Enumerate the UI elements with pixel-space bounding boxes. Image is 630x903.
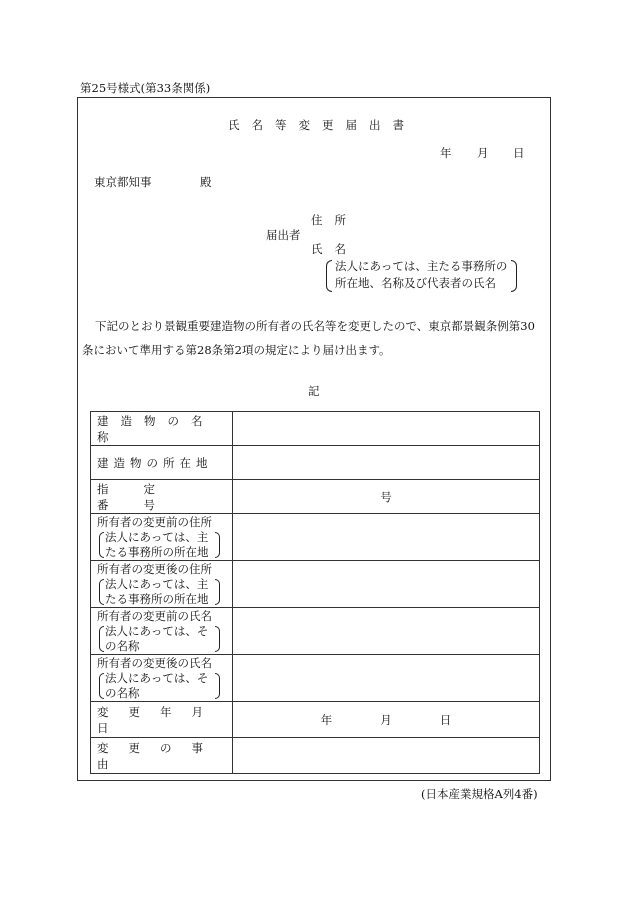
corp-name-note [99,671,220,701]
change-date-month: 月 [380,712,392,727]
applicant-note-line1: 法人にあっては、主たる事務所の [335,259,508,273]
body-text [82,314,544,362]
name-label: 氏名 [311,242,358,256]
corp-addr-note-1: 法人にあっては、主 [105,530,209,544]
bracket-left [326,260,332,292]
change-date-label: 変更年月日 [97,704,223,735]
owner-addr-after-field[interactable] [233,561,540,608]
table-row [91,738,540,774]
owner-name-after-label: 所有者の変更後の氏名 [97,656,212,670]
date-year: 年 [440,146,452,160]
body-line-1: 下記のとおり景観重要建造物の所有者の氏名等を変更したので、東京都景観条例第30 [95,319,535,333]
owner-name-before-label: 所有者の変更前の氏名 [97,609,212,623]
honorific: 殿 [200,175,212,189]
corp-name-note-2: の名称 [105,639,140,653]
change-reason-label: 変更の事由 [97,740,223,771]
owner-name-before-field[interactable] [233,608,540,655]
corp-name-note-2: の名称 [105,686,140,700]
owner-name-after-field[interactable] [233,655,540,702]
change-reason-field[interactable] [233,738,540,774]
corp-addr-note [99,530,220,560]
change-date-year: 年 [320,712,333,727]
table-row [91,561,540,608]
change-date-day: 日 [439,712,452,727]
corp-name-note-1: 法人にあっては、そ [105,624,209,638]
table-row [91,655,540,702]
number-suffix: 号 [380,489,392,504]
table-row [91,412,540,446]
table-row [91,608,540,655]
body-line-2: 条において準用する第28条第2項の規定により届け出ます。 [82,343,391,357]
corp-addr-note-2: たる事務所の所在地 [105,592,209,606]
applicant-note-line2: 所在地、名称及び代表者の氏名 [335,276,496,290]
building-name-label: 建造物の名称 [97,413,215,444]
building-location-label: 建造物の所在地 [97,455,213,470]
owner-addr-before-label: 所有者の変更前の住所 [97,515,212,529]
table-row [91,480,540,514]
paper-size-note: (日本産業規格A列4番) [421,787,538,801]
table-row [91,514,540,561]
designation-number-field[interactable] [233,480,540,514]
date-month: 月 [477,146,489,160]
applicant-label: 届出者 [266,228,301,242]
date-day: 日 [513,146,525,160]
address-label: 住所 [311,213,358,227]
form-number: 第25号様式(第33条関係) [80,81,211,95]
addressee: 東京都知事 [94,175,152,189]
designation-number-label: 指定番号 [97,481,190,512]
form-title: 氏名等変更届出書 [228,118,416,132]
building-location-field[interactable] [233,446,540,480]
details-table [90,411,540,774]
building-name-field[interactable] [233,412,540,446]
change-date-field[interactable] [233,702,540,738]
corp-addr-note-2: たる事務所の所在地 [105,545,209,559]
corp-name-note-1: 法人にあっては、そ [105,671,209,685]
owner-addr-before-field[interactable] [233,514,540,561]
corp-name-note [99,624,220,654]
corp-addr-note [99,577,220,607]
bracket-right [511,260,517,292]
table-row [91,702,540,738]
owner-addr-after-label: 所有者の変更後の住所 [97,562,212,576]
table-row [91,446,540,480]
ki-heading: 記 [308,384,320,398]
corp-addr-note-1: 法人にあっては、主 [105,577,209,591]
